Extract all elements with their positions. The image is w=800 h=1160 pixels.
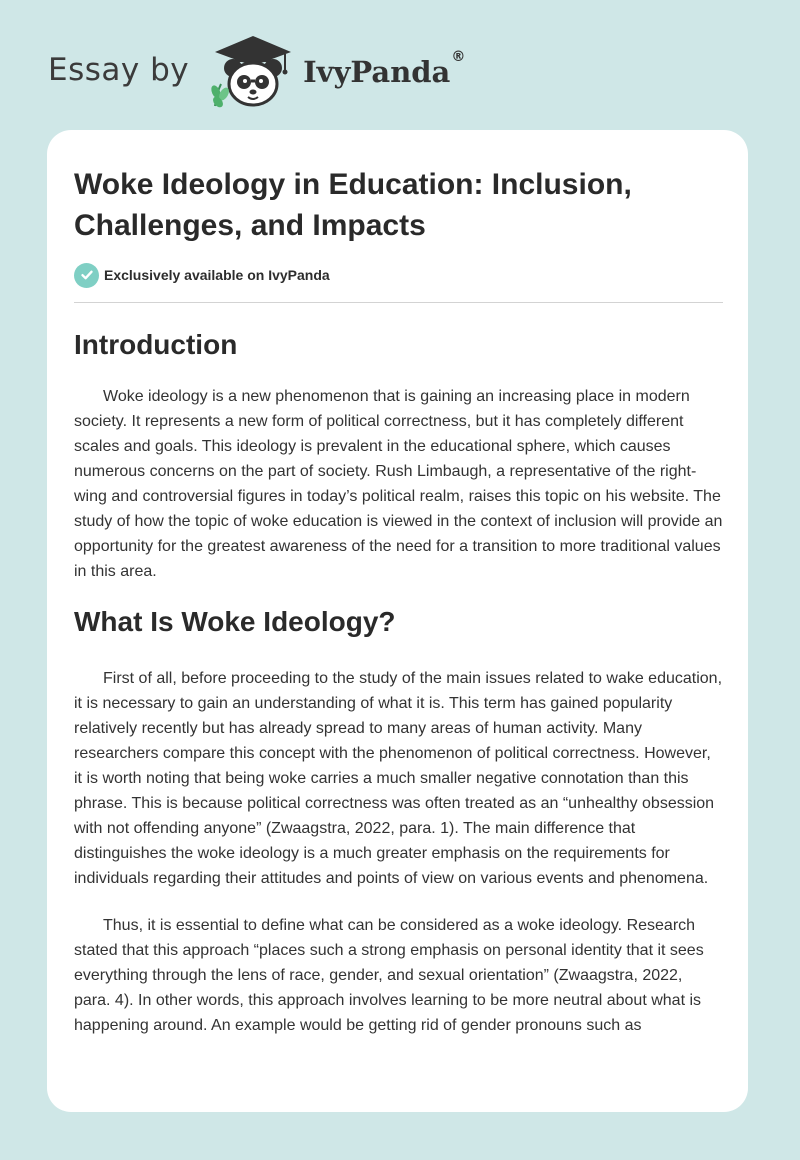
paragraph: Woke ideology is a new phenomenon that is gaining an increasing place in modern society. It represents a new form of political correctness, but it has completely different scales and goals. This ideology is prevalent in the educational sphere, which causes numerous concerns on the part of society. Rush Limbaugh, a representative of the right-wing and controversial figures in today’s political realm, raises this topic on his website. The study of how the topic of woke education is viewed in the context of inclusion will provide an opportunity for the greatest awareness of the need for a transition to more traditional values in this area. bbox=[74, 388, 723, 580]
exclusive-label: Exclusively available on IvyPanda bbox=[104, 267, 330, 283]
essay-title: Woke Ideology in Education: Inclusion, Challenges, and Impacts bbox=[74, 168, 632, 242]
brand-name[interactable] bbox=[303, 49, 466, 89]
title-divider bbox=[74, 302, 723, 303]
essay-card bbox=[47, 130, 748, 1112]
exclusive-badge bbox=[74, 262, 723, 288]
registered-mark: ® bbox=[451, 49, 466, 65]
section-heading-introduction: Introduction bbox=[74, 329, 238, 360]
site-header bbox=[48, 30, 465, 110]
section-heading-what-is-woke-ideology: What Is Woke Ideology? bbox=[74, 606, 396, 637]
essay-content bbox=[74, 164, 723, 1038]
panda-graduate-logo-icon[interactable] bbox=[205, 30, 297, 110]
brand-name-text: IvyPanda bbox=[303, 55, 451, 89]
paragraph: First of all, before proceeding to the study of the main issues related to wake education, it is necessary to gain an understanding of what it is. This term has gained popularity relatively recently but has already spread to many areas of human activity. Many researchers compare this concept with the phenomenon of political correctness. However, it is worth noting that being woke carries a much smaller negative connotation than this phrase. This is because political correctness was often treated as an “unhealthy obsession with not offending anyone” (Zwaagstra, 2022, para. 1). The main difference that distinguishes the woke ideology is a much greater emphasis on the requirements for individuals regarding their attitudes and points of view on various events and phenomena. bbox=[74, 670, 723, 887]
essay-by-label: Essay by bbox=[48, 52, 190, 88]
checkmark-icon bbox=[74, 263, 99, 288]
paragraph: Thus, it is essential to define what can be considered as a woke ideology. Research stated that this approach “places such a strong emphasis on personal identity that it sees everything through the lens of race, gender, and sexual orientation” (Zwaagstra, 2022, para. 4). In other words, this approach involves learning to be more neutral about what is happening around. An example would be getting rid of gender pronouns such as bbox=[74, 917, 704, 1034]
